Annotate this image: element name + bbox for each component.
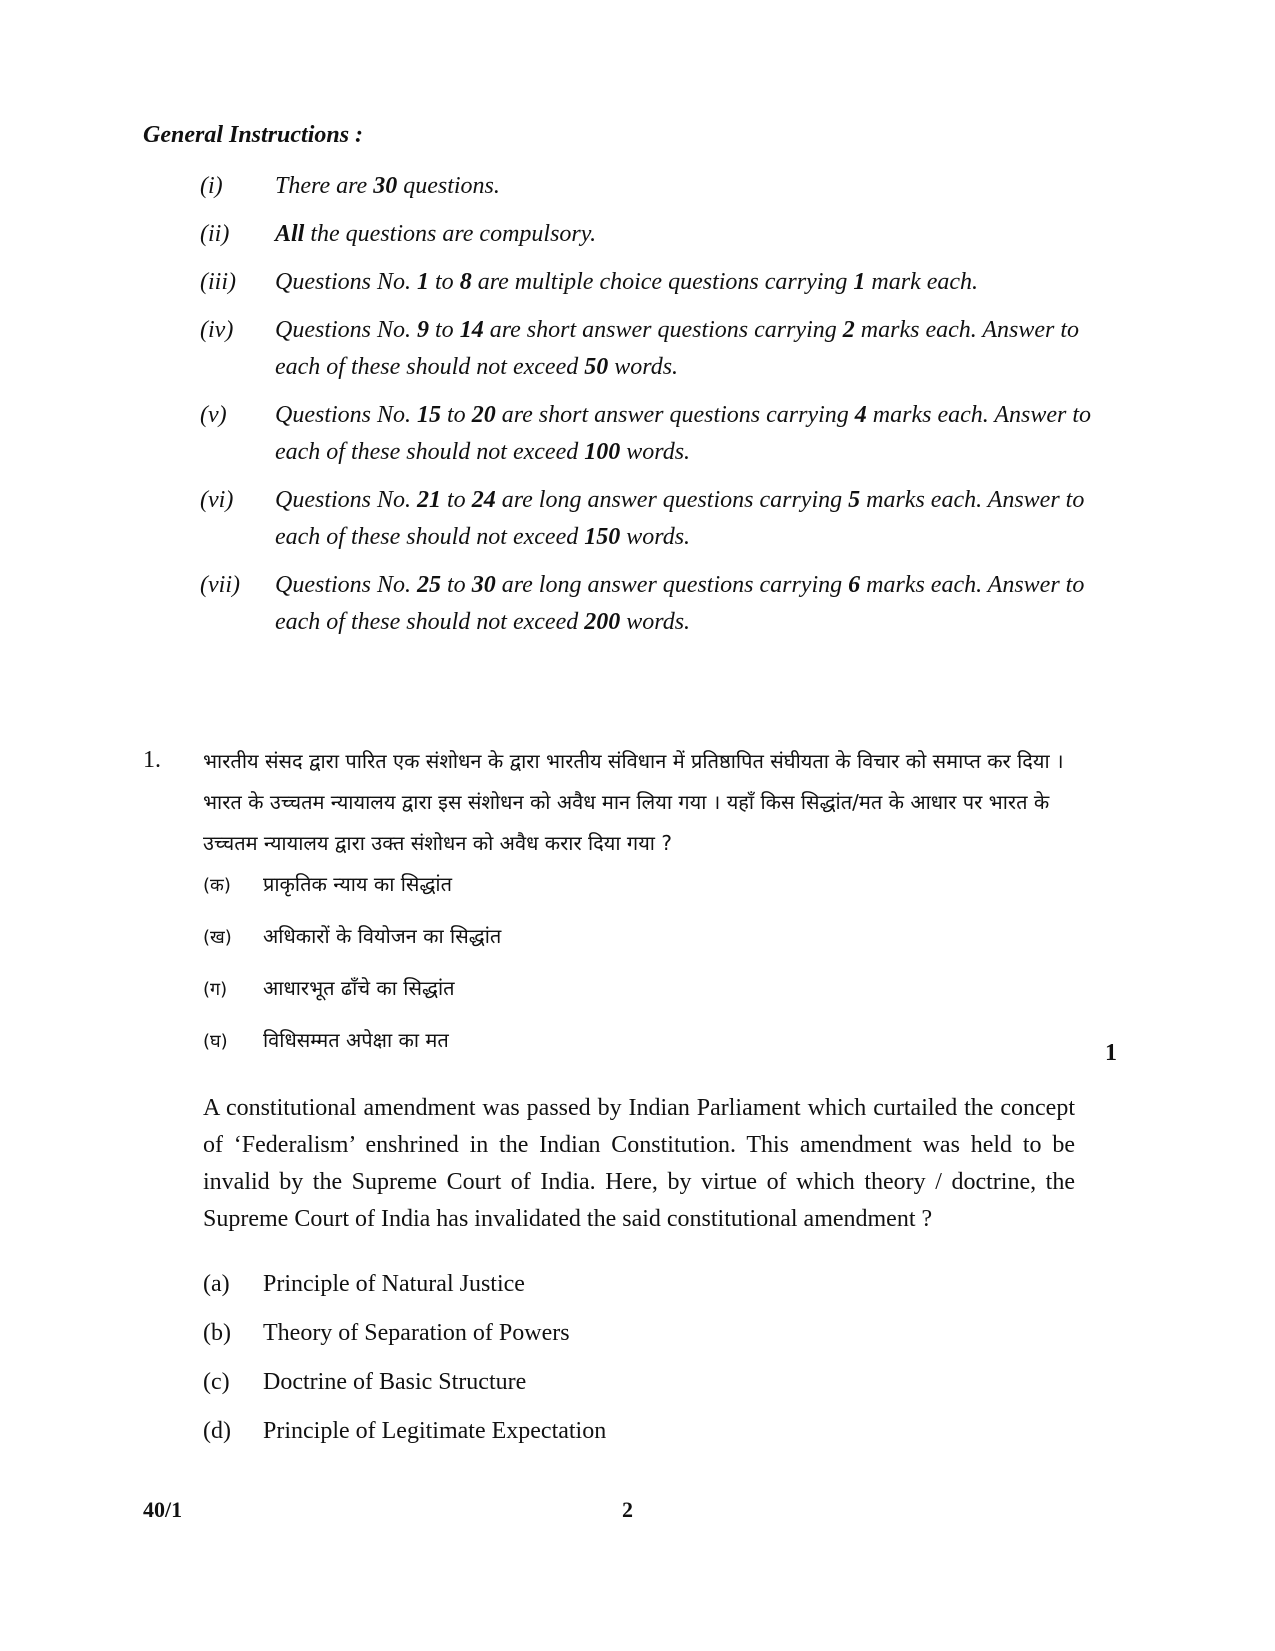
question-text-hindi: भारतीय संसद द्वारा पारित एक संशोधन के द्वारा भारतीय संविधान में प्रतिष्ठापित संघीयता के विचार को समाप्त कर दिया । भारत के उच्चतम न्यायालय द्वारा इस संशोधन को अवैध मान लिया गया । यहाँ किस सिद्धांत/मत के आधार पर भारत के उच्चतम न्यायालय द्वारा उक्त संशोधन को अवैध करार दिया गया ? [203,749,1064,855]
instruction-number: (ii) [200,221,230,247]
option-hindi [203,1026,449,1053]
option-hindi [203,922,501,949]
instruction-number: (i) [200,173,223,199]
option-text: प्राकृतिक न्याय का सिद्धांत [263,872,453,896]
question-number: 1. [143,747,161,773]
instruction-text: Questions No. 21 to 24 are long answer questions carrying 5 marks each. Answer to each of these should not exceed 150 words. [275,487,1085,550]
instruction-text: Questions No. 25 to 30 are long answer questions carrying 6 marks each. Answer to each of these should not exceed 200 words. [275,572,1085,635]
instruction-text: Questions No. 15 to 20 are short answer questions carrying 4 marks each. Answer to each of these should not exceed 100 words. [275,402,1091,465]
option-label: (a) [203,1271,230,1297]
option-label: (c) [203,1369,230,1395]
option-label: (b) [203,1320,231,1346]
option-text: विधिसम्मत अपेक्षा का मत [263,1028,449,1052]
paper-code: 40/1 [143,1497,183,1522]
option-label: (d) [203,1418,231,1444]
question-text-english: A constitutional amendment was passed by Indian Parliament which curtailed the concept of ‘Federalism’ enshrined in the Indian Constitution. This amendment was held to be invalid by the Supreme Court of India. Here, by virtue of which theory / doctrine, the Supreme Court of India has invalidated the said constitutional amendment ? [203,1095,1075,1232]
option-english [203,1271,525,1298]
instruction-text: There are 30 questions. [275,173,500,199]
instruction-number: (vi) [200,487,234,513]
option-hindi [203,870,452,897]
instructions-heading: General Instructions : [143,122,364,148]
option-label: (घ) [203,1031,228,1052]
option-text: आधारभूत ढाँचे का सिद्धांत [263,976,455,1000]
instruction-text: All the questions are compulsory. [275,221,597,247]
instruction-number: (iii) [200,269,236,295]
option-text: Theory of Separation of Powers [263,1320,570,1346]
question-marks: 1 [1105,1040,1117,1066]
instruction-text: Questions No. 1 to 8 are multiple choice questions carrying 1 mark each. [275,269,979,295]
option-text: Principle of Legitimate Expectation [263,1418,607,1444]
option-english [203,1369,526,1396]
option-english [203,1320,570,1347]
option-hindi [203,974,455,1001]
option-text: अधिकारों के वियोजन का सिद्धांत [263,924,502,948]
option-text: Principle of Natural Justice [263,1271,525,1297]
instruction-number: (iv) [200,317,234,343]
option-label: (ग) [203,979,228,1000]
option-text: Doctrine of Basic Structure [263,1369,527,1395]
instruction-number: (vii) [200,572,240,598]
option-english [203,1418,606,1445]
option-label: (क) [203,875,231,896]
instruction-number: (v) [200,402,227,428]
option-label: (ख) [203,927,232,948]
page-number: 2 [622,1497,633,1522]
instruction-text: Questions No. 9 to 14 are short answer questions carrying 2 marks each. Answer to each of these should not exceed 50 words. [275,317,1079,380]
